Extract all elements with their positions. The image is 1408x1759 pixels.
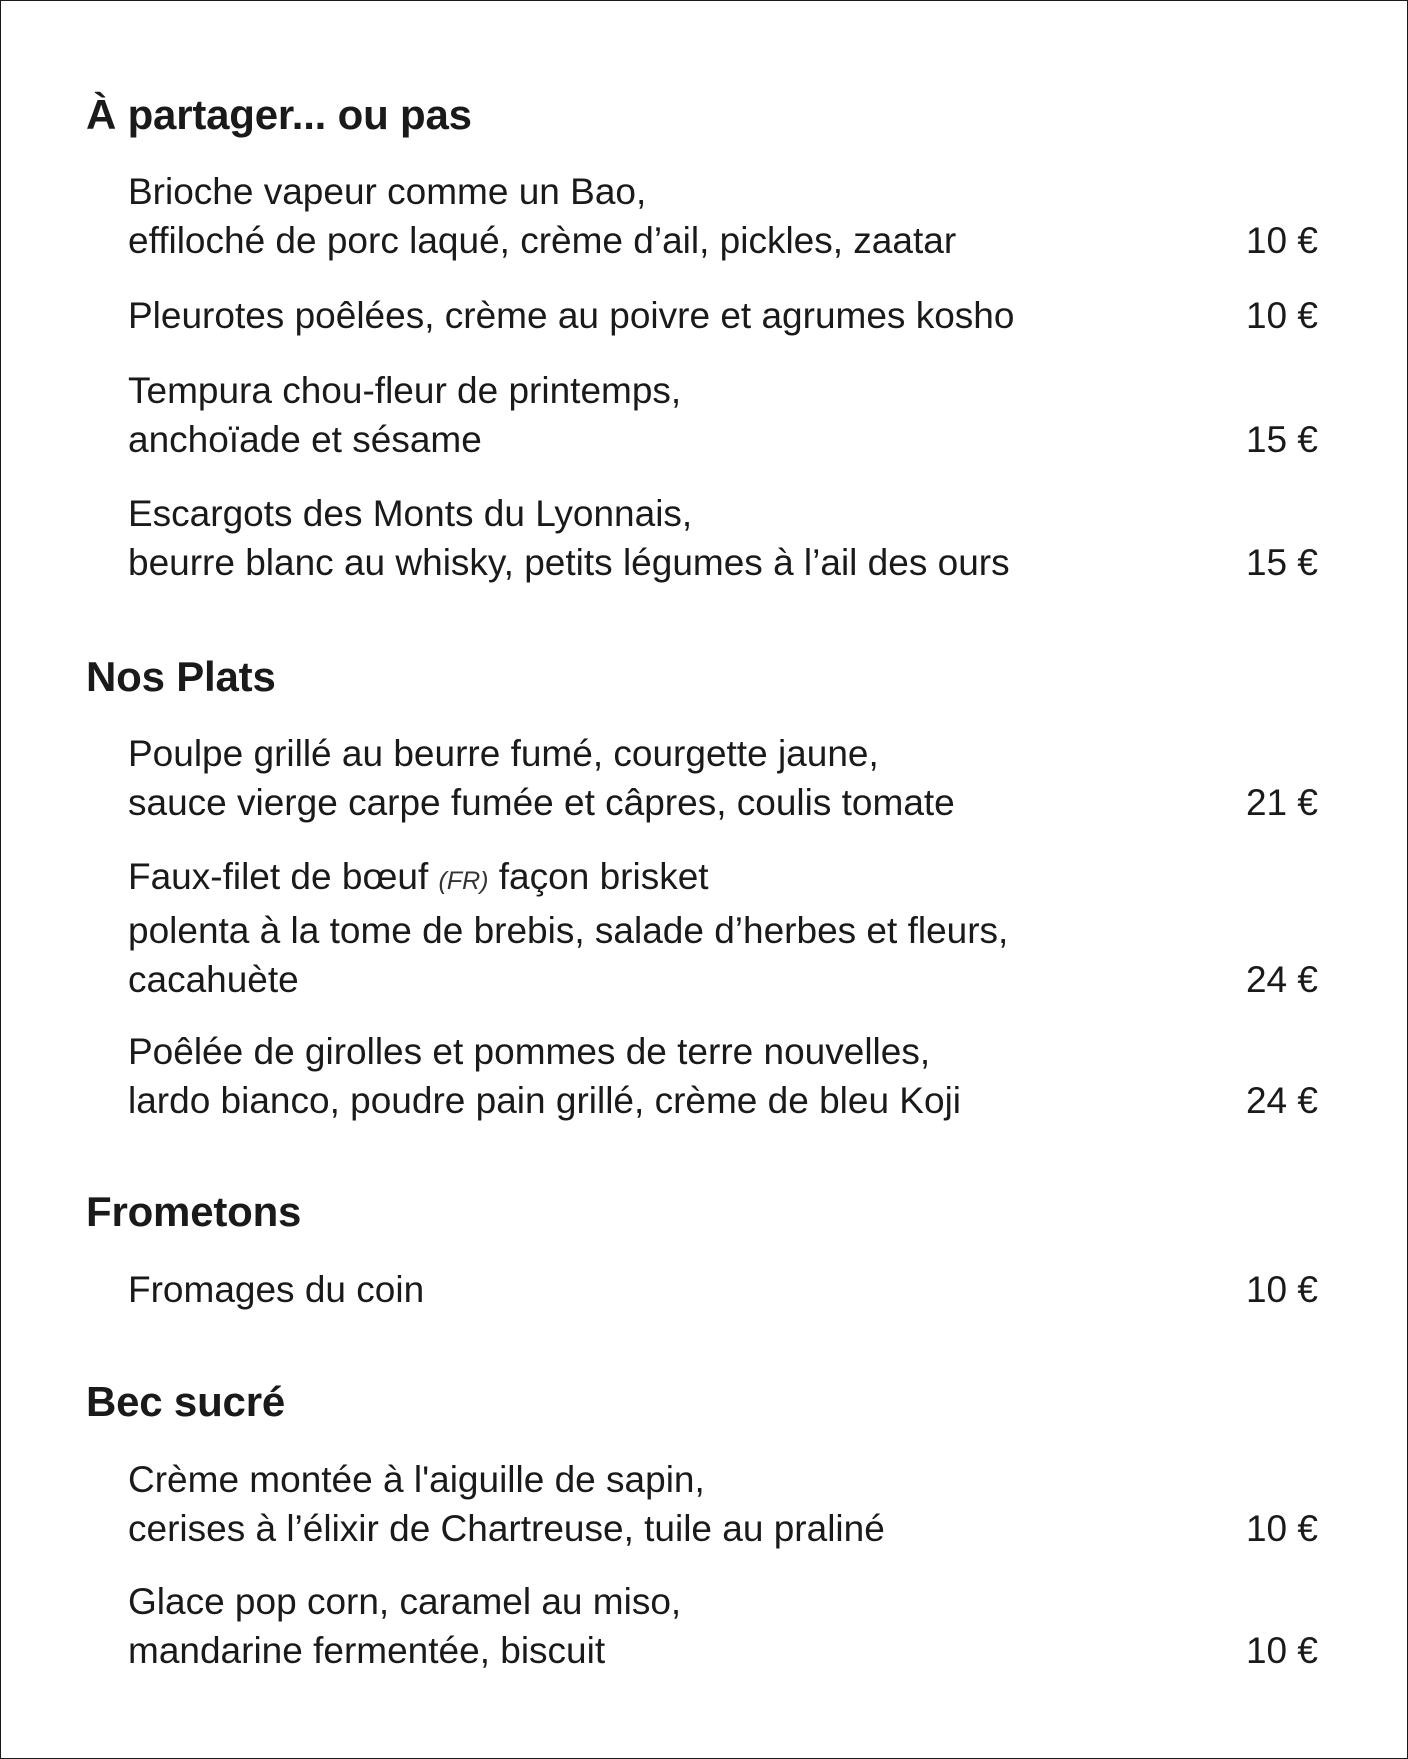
menu-item-poelee-girolles <box>128 1027 1318 1125</box>
menu-item-glace-pop-corn <box>128 1577 1318 1675</box>
menu-item-price: 15 € <box>1245 542 1318 583</box>
menu-item-name-suffix: façon brisket <box>498 856 709 897</box>
menu-item-description <box>128 291 1188 340</box>
section-title-nos-plats: Nos Plats <box>86 653 276 700</box>
menu-item-line: Poêlée de girolles et pommes de terre nouvelles, <box>128 1031 931 1072</box>
menu-item-line: lardo bianco, poudre pain grillé, crème de bleu Koji <box>128 1080 962 1121</box>
menu-item-line: Poulpe grillé au beurre fumé, courgette jaune, <box>128 733 879 774</box>
menu-item-line: mandarine fermentée, biscuit <box>128 1630 606 1671</box>
menu-item-line: Pleurotes poêlées, crème au poivre et agrumes kosho <box>128 295 1015 336</box>
menu-item-description <box>128 1455 1188 1553</box>
menu-item-line: Crème montée à l'aiguille de sapin, <box>128 1459 705 1500</box>
menu-item-price: 21 € <box>1245 782 1318 823</box>
menu-item-price: 24 € <box>1245 1080 1318 1121</box>
section-title-bec-sucre: Bec sucré <box>86 1378 285 1425</box>
menu-item-description <box>128 1027 1188 1125</box>
menu-item-pleurotes <box>128 291 1318 340</box>
origin-label: (FR) <box>438 867 489 895</box>
menu-item-price: 24 € <box>1245 959 1318 1000</box>
menu-item-description <box>128 1577 1188 1675</box>
menu-item-escargots <box>128 489 1318 587</box>
menu-item-line: Fromages du coin <box>128 1269 425 1310</box>
menu-item-line: cerises à l’élixir de Chartreuse, tuile au praliné <box>128 1508 885 1549</box>
menu-item-description <box>128 852 1188 1004</box>
menu-item-line: anchoïade et sésame <box>128 419 482 460</box>
menu-item-line: sauce vierge carpe fumée et câpres, coulis tomate <box>128 782 955 823</box>
menu-item-fromages <box>128 1265 1318 1314</box>
menu-item-line <box>128 852 1188 906</box>
menu-item-description <box>128 489 1188 587</box>
menu-item-line: polenta à la tome de brebis, salade d’herbes et fleurs, <box>128 910 1009 951</box>
menu-item-description <box>128 729 1188 827</box>
menu-item-description <box>128 366 1188 464</box>
menu-item-line: Escargots des Monts du Lyonnais, <box>128 493 693 534</box>
menu-item-line: Tempura chou-fleur de printemps, <box>128 370 682 411</box>
menu-item-name: Faux-filet de bœuf <box>128 856 429 897</box>
menu-item-price: 10 € <box>1245 1508 1318 1549</box>
menu-item-tempura <box>128 366 1318 464</box>
menu-item-description <box>128 1265 1188 1314</box>
menu-item-poulpe <box>128 729 1318 827</box>
menu-item-line: beurre blanc au whisky, petits légumes à l’ail des ours <box>128 542 1010 583</box>
section-title-a-partager: À partager... ou pas <box>86 91 472 138</box>
menu-item-brioche-vapeur <box>128 167 1318 265</box>
menu-item-line: Glace pop corn, caramel au miso, <box>128 1581 682 1622</box>
menu-item-line: effiloché de porc laqué, crème d’ail, pickles, zaatar <box>128 220 957 261</box>
menu-item-line: cacahuète <box>128 959 299 1000</box>
menu-item-faux-filet <box>128 852 1318 1004</box>
menu-item-description <box>128 167 1188 265</box>
menu-item-price: 10 € <box>1245 220 1318 261</box>
menu-item-line: Brioche vapeur comme un Bao, <box>128 171 647 212</box>
menu-item-price: 15 € <box>1245 419 1318 460</box>
menu-item-price: 10 € <box>1245 1630 1318 1671</box>
section-title-frometons: Frometons <box>86 1188 302 1235</box>
menu-item-creme-montee <box>128 1455 1318 1553</box>
menu-item-price: 10 € <box>1245 295 1318 336</box>
menu-item-price: 10 € <box>1245 1269 1318 1310</box>
